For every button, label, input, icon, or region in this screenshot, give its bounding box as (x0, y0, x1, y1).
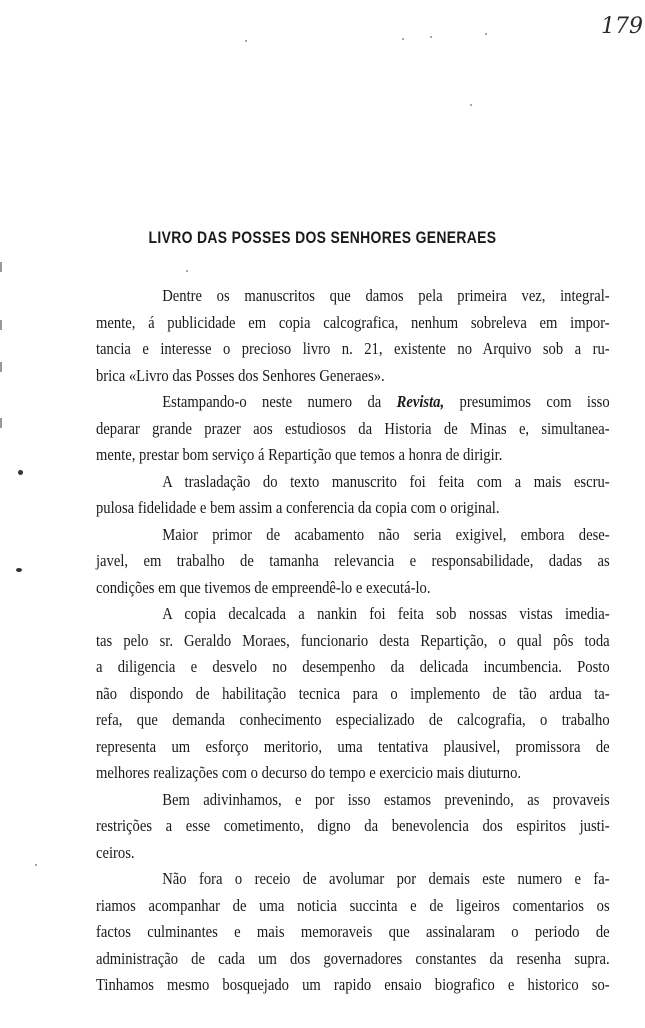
text-line: melhores realizações com o decurso do tempo e exercicio mais diuturno. (96, 763, 522, 782)
text-line: riamos acompanhar de uma noticia succinta e de ligeiros comentarios os (96, 895, 610, 915)
text-line: representa um esforço meritorio, uma tentativa plausivel, promissora de (96, 736, 610, 756)
text-line: Bem adivinhamos, e por isso estamos prevenindo, as provaveis (162, 789, 610, 809)
text-line: Maior primor de acabamento não seria exigivel, embora dese- (162, 524, 610, 544)
text-line: restrições a esse cometimento, digno da benevolencia dos espiritos justi- (96, 816, 610, 835)
scan-edge-mark (0, 320, 2, 330)
text-line: administração de cada um dos governadores constantes da resenha supra. (96, 948, 610, 968)
scan-edge-mark (0, 262, 2, 272)
text-line: tancia e interesse o precioso livro n. 21, existente no Arquivo sob a ru- (96, 339, 610, 358)
text-line: brica «Livro das Posses dos Senhores Generaes». (96, 365, 385, 385)
text-line: mente, á publicidade em copia calcografica, nenhum sobreleva em impor- (96, 312, 610, 332)
scan-speck (430, 36, 432, 38)
scan-edge-mark (0, 362, 2, 372)
text-line: condições em que tivemos de empreendê-lo e executá-lo. (96, 577, 431, 597)
text-line: javel, em trabalho de tamanha relevancia e responsabilidade, dadas as (96, 551, 610, 570)
article-body (96, 283, 610, 999)
text-line: pulosa fidelidade e bem assim a conferencia da copia com o original. (96, 498, 500, 517)
scan-speck (485, 33, 487, 35)
article-title: LIVRO DAS POSSES DOS SENHORES GENERAES (148, 228, 497, 247)
margin-mark (16, 568, 22, 572)
text-line: não dispondo de habilitação tecnica para o implemento de tão ardua ta- (96, 683, 610, 703)
margin-mark (18, 470, 23, 475)
text-line: ceiros. (96, 842, 135, 862)
text-line: Tinhamos mesmo bosquejado um rapido ensaio biografico e historico so- (96, 975, 610, 994)
text-line: factos culminantes e mais memoraveis que assinalaram o periodo de (96, 922, 610, 941)
text-line: deparar grande prazer aos estudiosos da Historia de Minas e, simultanea- (96, 418, 610, 438)
scan-speck (402, 38, 404, 40)
text-line (96, 389, 610, 416)
text-line: tas pelo sr. Geraldo Moraes, funcionario desta Repartição, o qual pôs toda (96, 630, 610, 650)
scan-speck (186, 270, 188, 272)
scan-speck (35, 864, 37, 866)
text-line: A copia decalcada a nankin foi feita sob nossas vistas imedia- (162, 604, 610, 623)
scan-speck (470, 104, 472, 106)
text-line: a diligencia e desvelo no desempenho da delicada incumbencia. Posto (96, 657, 610, 676)
text-line: A trasladação do texto manuscrito foi feita com a mais escru- (162, 471, 610, 491)
text-line: mente, prestar bom serviço á Repartição que temos a honra de dirigir. (96, 445, 503, 464)
text-fragment: presumimos com isso (459, 392, 610, 411)
text-fragment: Estampando-o neste numero da (162, 392, 382, 411)
text-line: Não fora o receio de avolumar por demais este numero e fa- (162, 869, 610, 888)
scan-speck (245, 40, 247, 42)
scan-edge-mark (0, 418, 2, 428)
page-number: 179 (601, 14, 643, 39)
text-line: refa, que demanda conhecimento especializado de calcografia, o trabalho (96, 710, 610, 729)
text-line: Dentre os manuscritos que damos pela primeira vez, integral- (162, 286, 610, 305)
italic-word-revista: Revista, (396, 392, 445, 411)
